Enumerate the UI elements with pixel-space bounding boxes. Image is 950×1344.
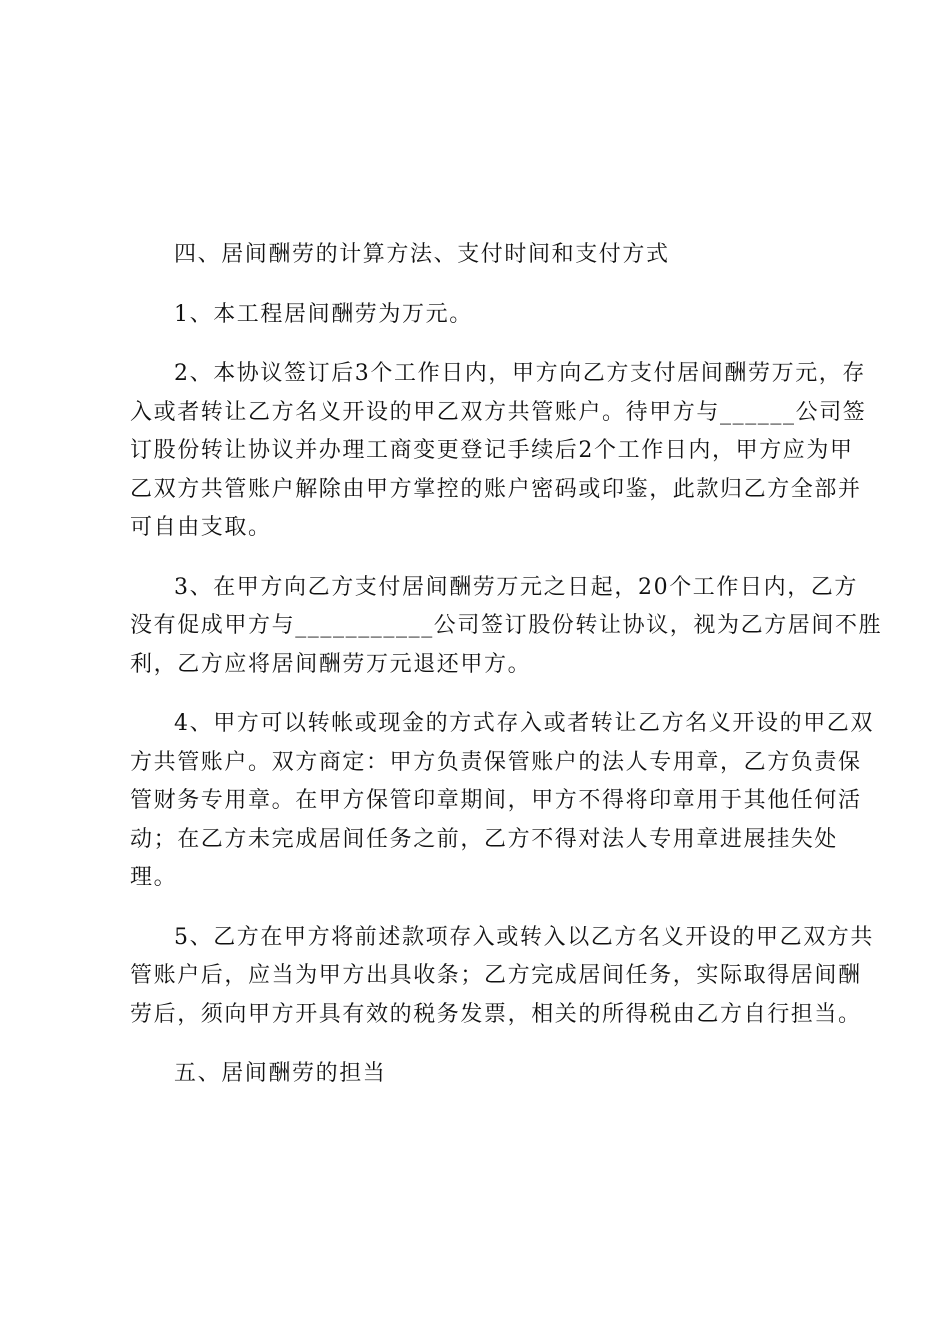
paragraph-gap xyxy=(130,275,830,296)
paragraph-gap xyxy=(130,334,830,355)
section-heading-four: 四、居间酬劳的计算方法、支付时间和支付方式 xyxy=(174,242,670,267)
clause-3-line: 利，乙方应将居间酬劳万元退还甲方。 xyxy=(130,651,532,677)
clause-2-line: 乙双方共管账户解除由甲方掌控的账户密码或印鉴，此款归乙方全部并 xyxy=(130,476,862,502)
clause-2-line: 入或者转让乙方名义开设的甲乙双方共管账户。待甲方与______公司签 xyxy=(130,399,867,425)
clause-2-line: 2、本协议签订后3个工作日内，甲方向乙方支付居间酬劳万元，存 xyxy=(174,361,866,386)
clause-4-line: 理。 xyxy=(130,865,178,890)
paragraph-gap xyxy=(130,1034,830,1055)
clause-3-line: 3、在甲方向乙方支付居间酬劳万元之日起，20个工作日内，乙方 xyxy=(174,574,858,600)
clause-5-line: 管账户后，应当为甲方出具收条；乙方完成居间任务，实际取得居间酬 xyxy=(130,963,862,988)
paragraph-gap xyxy=(130,684,830,705)
section-heading-five: 五、居间酬劳的担当 xyxy=(174,1061,387,1086)
clause-1-line: 1、本工程居间酬劳为万元。 xyxy=(174,301,473,327)
paragraph-gap xyxy=(130,548,830,569)
clause-4-line: 方共管账户。双方商定：甲方负责保管账户的法人专用章，乙方负责保 xyxy=(130,749,862,775)
clause-4-line: 4、甲方可以转帐或现金的方式存入或者转让乙方名义开设的甲乙双 xyxy=(174,711,874,736)
clause-5-line: 劳后，须向甲方开具有效的税务发票，相关的所得税由乙方自行担当。 xyxy=(130,1001,862,1027)
clause-2-line: 可自由支取。 xyxy=(130,515,272,540)
paragraph-gap xyxy=(130,898,830,919)
clause-4-line: 管财务专用章。在甲方保管印章期间，甲方不得将印章用于其他任何活 xyxy=(130,788,862,813)
clause-4-line: 动；在乙方未完成居间任务之前，乙方不得对法人专用章进展挂失处 xyxy=(130,826,839,852)
clause-5-line: 5、乙方在甲方将前述款项存入或转入以乙方名义开设的甲乙双方共 xyxy=(174,924,874,950)
document-body xyxy=(130,236,883,1094)
clause-2-line: 订股份转让协议并办理工商变更登记手续后2个工作日内，甲方应为甲 xyxy=(130,438,854,463)
clause-3-line: 没有促成甲方与___________公司签订股份转让协议，视为乙方居间不胜 xyxy=(130,613,883,638)
